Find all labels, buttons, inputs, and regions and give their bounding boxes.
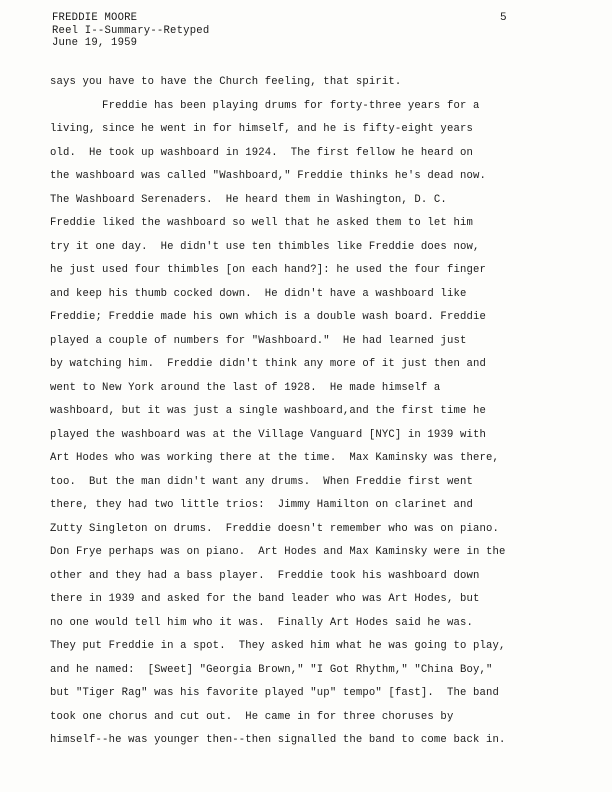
body-line: no one would tell him who it was. Finally Art Hodes said he was. <box>50 616 473 629</box>
header-reel: Reel I--Summary--Retyped <box>52 24 210 37</box>
body-line: says you have to have the Church feeling, that spirit. <box>50 76 402 88</box>
body-line: took one chorus and cut out. He came in for three choruses by <box>50 710 454 723</box>
body-line: played the washboard was at the Village Vanguard [NYC] in 1939 with <box>50 428 486 441</box>
body-line: Zutty Singleton on drums. Freddie doesn't remember who was on piano. <box>50 522 500 535</box>
body-line: the washboard was called "Washboard," Freddie thinks he's dead now. <box>50 170 486 182</box>
body-line: Freddie has been playing drums for forty-three years for a <box>50 99 480 112</box>
body-line: They put Freddie in a spot. They asked him what he was going to play, <box>50 640 506 652</box>
body-line: Freddie; Freddie made his own which is a double wash board. Freddie <box>50 311 486 323</box>
body-line: try it one day. He didn't use ten thimbles like Freddie does now, <box>50 240 480 253</box>
header-date: June 19, 1959 <box>52 37 138 49</box>
body-line: Freddie liked the washboard so well that he asked them to let him <box>50 217 473 229</box>
body-line: old. He took up washboard in 1924. The first fellow he heard on <box>50 146 473 159</box>
body-line: but "Tiger Rag" was his favorite played "up" tempo" [fast]. The band <box>50 687 500 699</box>
body-line: The Washboard Serenaders. He heard them in Washington, D. C. <box>50 193 447 206</box>
body-line: and keep his thumb cocked down. He didn't have a washboard like <box>50 287 467 300</box>
body-line: Don Frye perhaps was on piano. Art Hodes and Max Kaminsky were in the <box>50 546 506 558</box>
body-line: living, since he went in for himself, and he is fifty-eight years <box>50 123 473 135</box>
body-line: there, they had two little trios: Jimmy Hamilton on clarinet and <box>50 499 473 511</box>
body-line: played a couple of numbers for "Washboard." He had learned just <box>50 334 467 347</box>
body-line: he just used four thimbles [on each hand?]: he used the four finger <box>50 264 486 276</box>
page-number: 5 <box>500 12 507 24</box>
body-line: went to New York around the last of 1928. He made himself a <box>50 381 441 394</box>
body-line: other and they had a bass player. Freddie took his washboard down <box>50 569 480 582</box>
document-header <box>52 12 209 50</box>
header-name: FREDDIE MOORE <box>52 12 138 24</box>
body-line: Art Hodes who was working there at the time. Max Kaminsky was there, <box>50 452 500 464</box>
body-line: washboard, but it was just a single washboard,and the first time he <box>50 405 486 417</box>
body-line: himself--he was younger then--then signalled the band to come back in. <box>50 734 506 746</box>
body-line: by watching him. Freddie didn't think any more of it just then and <box>50 358 486 370</box>
body-line: too. But the man didn't want any drums. When Freddie first went <box>50 475 473 488</box>
document-body <box>50 71 590 753</box>
body-line: and he named: [Sweet] "Georgia Brown," "I Got Rhythm," "China Boy," <box>50 663 493 676</box>
body-line: there in 1939 and asked for the band leader who was Art Hodes, but <box>50 593 480 605</box>
